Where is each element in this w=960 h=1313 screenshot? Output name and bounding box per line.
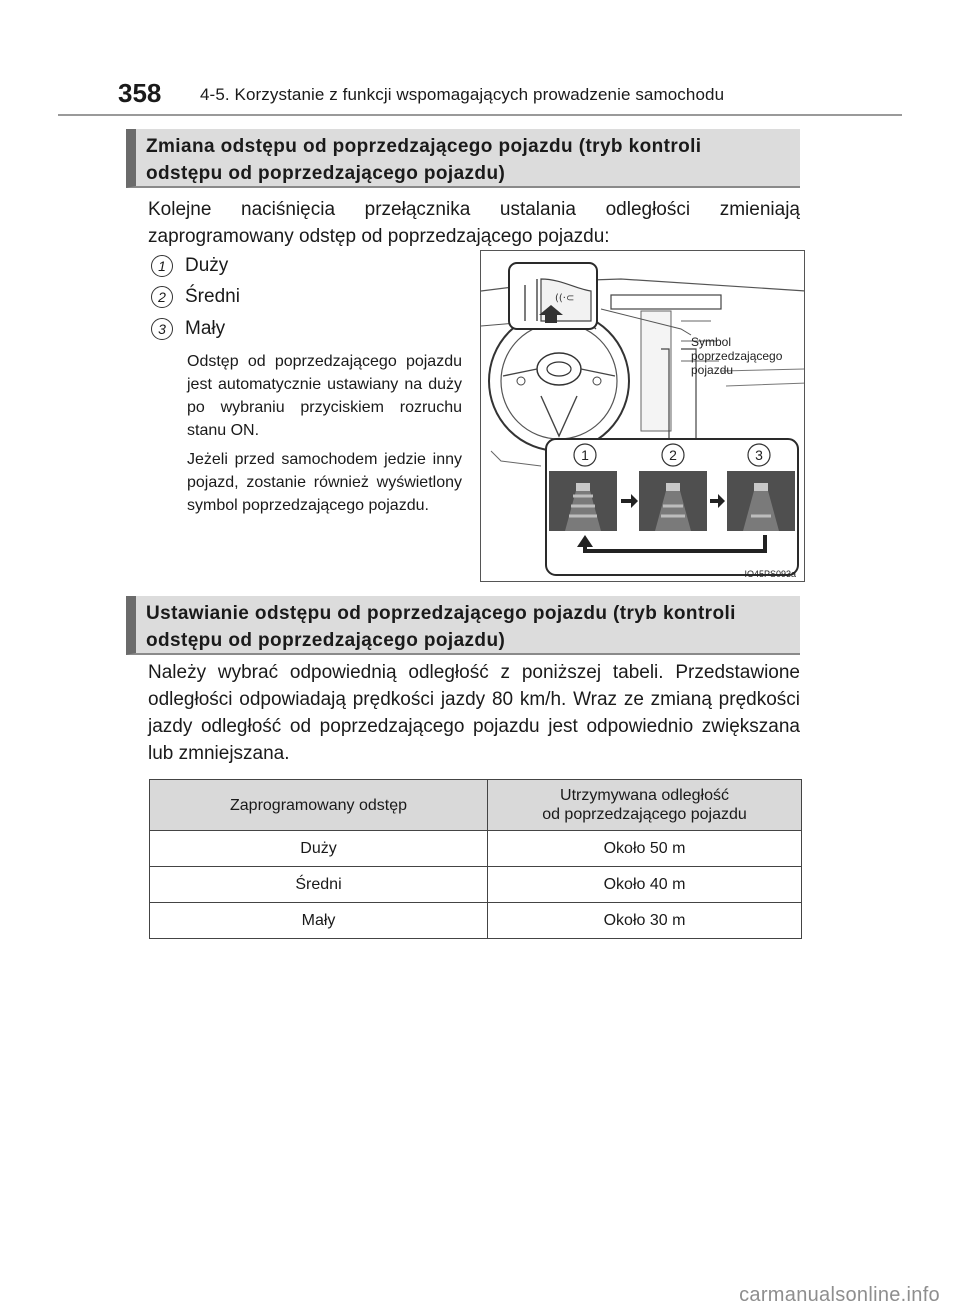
label-line: poprzedzającego [691, 349, 783, 363]
distance-table [149, 779, 802, 939]
label-line: pojazdu [691, 363, 734, 377]
table-row [150, 831, 802, 867]
table-cell-setting: Mały [150, 903, 488, 939]
dashboard-illustration [481, 251, 805, 582]
list-item-label: Duży [185, 255, 229, 276]
section-heading-change-distance [126, 129, 800, 188]
figure-code: IO45PS093a [744, 569, 796, 579]
callout-3: 3 [755, 447, 763, 463]
watermark: carmanualsonline.info [739, 1284, 940, 1306]
header-divider [58, 114, 902, 116]
intro-paragraph: Kolejne naciśnięcia przełącznika ustalania odległości zmieniają zaprogramowany odstęp od poprzedzającego pojazdu: [148, 199, 800, 247]
section-heading-line: Ustawianie odstępu od poprzedzającego pojazdu (tryb kontroli [146, 603, 736, 624]
table-row [150, 867, 802, 903]
chapter-title: 4-5. Korzystanie z funkcji wspomagających prowadzenie samochodu [200, 85, 725, 104]
note-default-setting: Odstęp od poprzedzającego pojazdu jest automatycznie ustawiany na duży po wybraniu przyciskiem rozruchu stanu ON. [187, 353, 462, 439]
section-heading-set-distance [126, 596, 800, 655]
number-badge: 3 [151, 318, 173, 340]
table-row [150, 903, 802, 939]
table-cell-distance: Około 50 m [488, 831, 802, 867]
header-line: od poprzedzającego pojazdu [542, 806, 747, 823]
vehicle-symbol-label [691, 335, 782, 377]
list-item-small [151, 318, 226, 348]
section-heading-line: odstępu od poprzedzającego pojazdu) [146, 630, 506, 651]
list-item-medium [151, 286, 240, 316]
table-cell-setting: Duży [150, 831, 488, 867]
list-item-label: Mały [185, 318, 226, 339]
label-line: Symbol [691, 335, 732, 349]
distance-switch-figure [480, 250, 805, 582]
callout-1: 1 [581, 447, 589, 463]
table-header-row [150, 780, 802, 831]
page-number: 358 [118, 78, 162, 108]
table-intro-paragraph: Należy wybrać odpowiednią odległość z poniższej tabeli. Przedstawione odległości odpowiadają prędkości jazdy 80 km/h. Wraz ze zmianą prędkości jazdy odległość od poprzedzającego pojazdu jest odpowiednio zwiększana lub zmniejszana. [148, 662, 800, 764]
svg-text:((·⊂: ((·⊂ [555, 293, 575, 304]
table-cell-setting: Średni [150, 867, 488, 903]
header-line: Utrzymywana odległość [560, 787, 729, 804]
number-badge: 2 [151, 286, 173, 308]
section-heading-line: odstępu od poprzedzającego pojazdu) [146, 163, 506, 184]
table-header-cell: Zaprogramowany odstęp [150, 780, 488, 831]
table-header-cell [488, 780, 802, 831]
table-cell-distance: Około 40 m [488, 867, 802, 903]
list-item-label: Średni [185, 286, 240, 307]
note-vehicle-symbol: Jeżeli przed samochodem jedzie inny pojazd, zostanie również wyświetlony symbol poprzedzającego pojazdu. [187, 451, 462, 514]
page-header [118, 78, 890, 118]
callout-2: 2 [669, 447, 677, 463]
number-badge: 1 [151, 255, 173, 277]
list-item-large [151, 255, 229, 285]
table-cell-distance: Około 30 m [488, 903, 802, 939]
section-heading-line: Zmiana odstępu od poprzedzającego pojazdu (tryb kontroli [146, 136, 702, 157]
